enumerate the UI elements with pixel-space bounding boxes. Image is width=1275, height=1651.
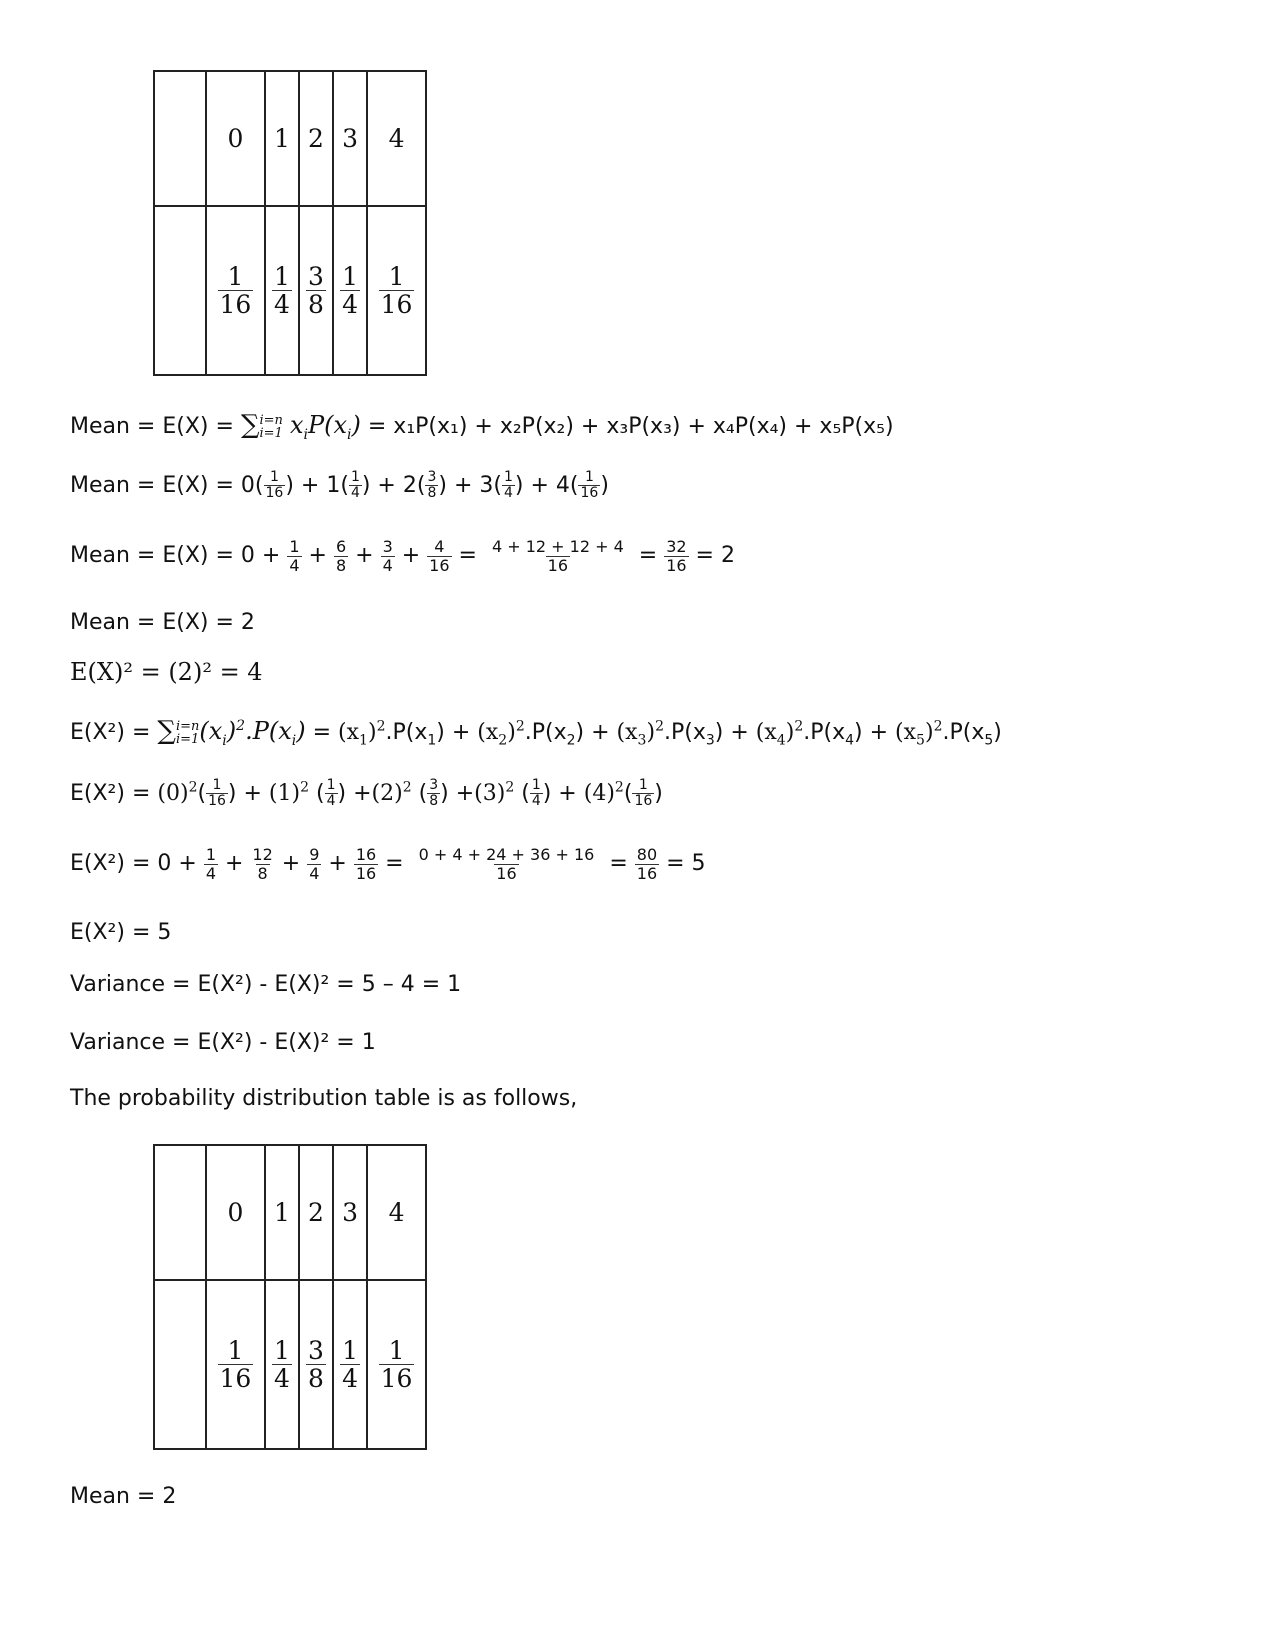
mean-eval-lhs: Mean = E(X) = 0 + xyxy=(70,543,281,569)
variance-line-2: Variance = E(X²) - E(X)² = 1 xyxy=(70,1030,376,1055)
table-cell-p: $\frac{1}{16}$ xyxy=(367,1280,426,1449)
table-cell-x: 1 xyxy=(265,1145,299,1280)
ex2-result-numerator: 80 xyxy=(636,845,658,864)
table-cell-x: 0 xyxy=(206,71,265,206)
mean-sub-lhs: Mean = E(X) = xyxy=(70,472,234,498)
variance-line-1: Variance = E(X²) - E(X)² = 5 – 4 = 1 xyxy=(70,972,462,997)
table-cell-empty xyxy=(154,1145,206,1280)
table-cell-p: $\frac{1}{16}$ xyxy=(206,1280,265,1449)
probability-table-top xyxy=(153,70,427,376)
table-cell-p: $\frac{1}{16}$ xyxy=(367,206,426,375)
mean-eval-denominator: 16 xyxy=(547,555,569,575)
mean-evaluation-line: Mean = E(X) = 0 + $\frac{1}{4}$ + $\frac{6}{8}$ + $\frac{3}{4}$ + $\frac{4}{16}$ = $\frac{4 + 12 + 12 + 4}{16}$ = $\frac{32}{16}$ = 2 xyxy=(70,537,735,575)
table-cell-empty xyxy=(154,1280,206,1449)
ex2-eval-lhs: E(X²) = 0 + xyxy=(70,851,197,877)
ex2-eval-numerator: 0 + 4 + 24 + 36 + 16 xyxy=(418,845,595,864)
mean-final: Mean = E(X) = 2 xyxy=(70,610,255,635)
table-cell-p: $\frac{1}{4}$ xyxy=(265,206,299,375)
table-cell-x: 1 xyxy=(265,71,299,206)
probability-table-bottom xyxy=(153,1144,427,1450)
table-cell-empty xyxy=(154,71,206,206)
table-cell-p: $\frac{1}{4}$ xyxy=(265,1280,299,1449)
mean-eval-result: = 2 xyxy=(695,543,735,569)
ex2-definition-line: E(X²) = ∑ i=n i=1 $(x_i)^2.P(x_i) = (x_1)^2.P(x_1) + (x_2)^2.P(x_2) + (x_3)^2.P(x_3) + (x_4)^2.P(x_4) + (x_5)^2.P(x_5)$ xyxy=(70,716,1002,749)
ex2-eval-result: = 5 xyxy=(666,851,706,877)
table-cell-x: 3 xyxy=(333,1145,367,1280)
table-cell-x: 0 xyxy=(206,1145,265,1280)
mean-result-numerator: 32 xyxy=(666,537,687,556)
ex2-eval-denominator: 16 xyxy=(496,863,517,883)
table-cell-x: 2 xyxy=(299,1145,333,1280)
ex2-def-lhs: E(X²) = xyxy=(70,720,151,745)
ex2-result-denominator: 16 xyxy=(636,863,658,883)
mean-definition-line: Mean = E(X) = ∑ i=n i=1 $x_iP(x_i) = x_1P(x_1) + x_2P(x_2) + x_3P(x_3) + x_4P(x_4) + x_5P(x_5)$ xyxy=(70,410,894,443)
table-cell-x: 2 xyxy=(299,71,333,206)
table-cell-x: 3 xyxy=(333,71,367,206)
mean-last: Mean = 2 xyxy=(70,1484,177,1509)
table-cell-empty xyxy=(154,206,206,375)
table-cell-x: 4 xyxy=(367,71,426,206)
ex2-final: E(X²) = 5 xyxy=(70,920,172,945)
mean-substitution-line: Mean = E(X) = 0( $\frac{1}{16}$ ) + 1( $\frac{1}{4}$ ) + 2( $\frac{3}{8}$ ) + 3( $\frac{1}{4}$ ) + 4( $\frac{1}{16}$ ) xyxy=(70,469,609,502)
mean-result-denominator: 16 xyxy=(666,555,687,575)
mean-def-rhs: = x₁P(x₁) + x₂P(x₂) + x₃P(x₃) + x₄P(x₄) + x₅P(x₅) xyxy=(367,414,894,439)
ex2-substitution-line: $E(X^2) = (0)^2$( $\frac{1}{16}$ ) + $(1)^2$ ( $\frac{1}{4}$ ) $+(2)^2$ ( $\frac{3}{8}$ ) $+(3)^2$ ( $\frac{1}{4}$ ) + $(4)^2$( $\frac{1}{16}$ ) xyxy=(70,777,663,810)
table-cell-p: $\frac{1}{4}$ xyxy=(333,206,367,375)
ex2-sub-lhs: E(X²) = xyxy=(70,780,151,806)
ex2-evaluation-line: E(X²) = 0 + $\frac{1}{4}$ + $\frac{12}{8}$ + $\frac{9}{4}$ + $\frac{16}{16}$ = $\frac{0 + 4 + 24 + 36 + 16}{16}$ = $\frac{80}{16}$ = 5 xyxy=(70,845,706,883)
mean-def-lhs: Mean = E(X) = xyxy=(70,414,234,439)
table-cell-p: $\frac{3}{8}$ xyxy=(299,1280,333,1449)
table-cell-p: $\frac{1}{16}$ xyxy=(206,206,265,375)
ex-squared: E(X)² = (2)² = 4 xyxy=(70,658,263,686)
mean-eval-numerator: 4 + 12 + 12 + 4 xyxy=(491,537,624,556)
table-cell-x: 4 xyxy=(367,1145,426,1280)
table-intro: The probability distribution table is as follows, xyxy=(70,1086,578,1111)
table-cell-p: $\frac{1}{4}$ xyxy=(333,1280,367,1449)
table-cell-p: $\frac{3}{8}$ xyxy=(299,206,333,375)
